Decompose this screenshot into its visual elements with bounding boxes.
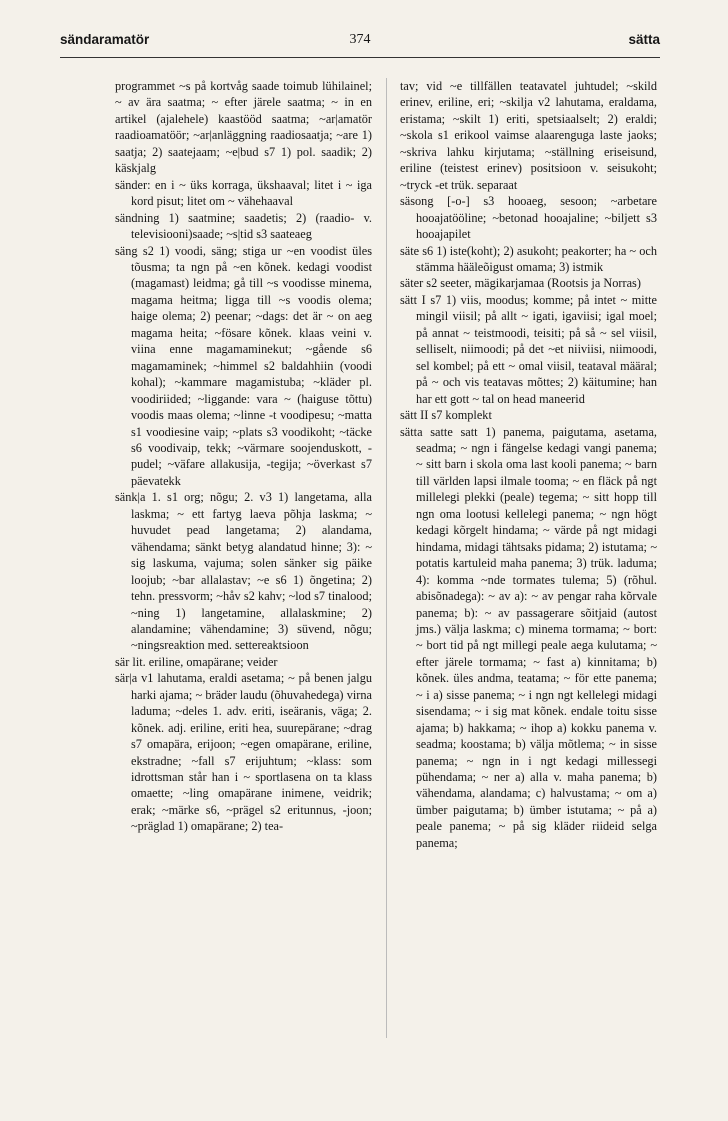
entry-sar: sär lit. eriline, omapärane; veider — [115, 654, 278, 669]
column-divider — [386, 78, 387, 1038]
entry-sasong: säsong [-o-] s3 hooaeg, sesoon; ~arbetare hooajatööline; ~betonad hooajaline; ~biljett s3 hooajapilet — [400, 194, 657, 242]
entry-satta: sätta satte satt 1) panema, paigutama, asetama, seadma; ~ ngn i fängelse kedagi vangi panema; ~ sitt barn i skola oma last kooli panema; ~ barn till världen lapsi ilmale tooma; ~ en fläck på ngt millelegi plekki (peale) tegema; ~ sitt hopp till ngn oma lootusi kellelegi panema; ~ ngn högt kedagi kõrgelt hindama; ~ värde på ngt midagi hindama, midagi tähtsaks pidama; 2) istutama; ~ potatis kartuleid maha panema; 3) trük. laduma; 4): komma ~nde tormates tulema; 5) (rõhul. abisõnadega): ~ av a): ~ av pengar raha kõrvale panema; b): ~ av passagerare sõitjaid (autost jms.) välja laskma; c) minema tormama; ~ bort: ~ bort tid på ngt millegi peale aega kulutama; ~ efter järele tormama; ~ fast a) kinnitama; b) kõnek. üles andma, teatama; ~ för ette panema; ~ i a) sisse panema; ~ i ngn ngt kellelegi midagi sisendama; ~ i sig mat kõnek. endale toitu sisse ajama; b) hakkama; ~ ihop a) kokku panema v. seadma; koostama; b) välja mõtlema; ~ in sisse panema; ~ ngn in i ngt kedagi millessegi pühendama; ~ ner a) alla v. maha panema; b) vähendama, alandama; c) halvustama; ~ om a) ümber paigutama; b) ümber istutama; ~ på a) peale panema; ~ på sig kläder riideid selga panema; — [400, 424, 657, 850]
header-rule — [60, 57, 660, 58]
entry-satt-1: sätt I s7 1) viis, moodus; komme; på intet ~ mitte mingil viisil; på allt ~ igati, igaviisi; igal moel; på annat ~ teistmoodi, teisiti; på så ~ sel viisil, selliselt, niimoodi; på det ~et niiviisi, niimoodi, sel kombel; på ett ~ omal viisil, teataval määral; på ~ och vis teatavas mõttes; 2) käitumine; han har ett gott ~ tal on head maneerid — [400, 292, 657, 406]
header-guide-word-right: sätta — [628, 32, 660, 47]
entry-sang: säng s2 1) voodi, säng; stiga ur ~en voodist üles tõusma; ta ngn på ~en kõnek. kedagi voodist (magamast) leidma; gå till ~s voodisse minema, magama heitma; ligga till ~s voodis olema; haige olema; 2) peenar; ~dags: det är ~ on aeg magama heita; ~fösare kõnek. klaas veini v. viina enne magamaminekut; ~gående s6 magamaminek; ~himmel s2 baldahhiin (voodi kohal); ~kammare magamistuba; ~kläder pl. voodiriided; ~liggande: vara ~ (haiguse tõttu) voodis maas olema; ~linne -t voodipesu; ~matta s1 voodiesine vaip; ~plats s3 voodikoht; ~täcke s6 voodivaip, tekk; ~värmare soojenduskott, -pudel; ~väfare allakusija, -tegija; ~överkast s7 päevatekk — [115, 243, 372, 488]
entry-satt-2: sätt II s7 komplekt — [400, 408, 492, 423]
header-guide-word-left: sändaramatör — [60, 32, 150, 47]
entry-sara-continuation: tav; vid ~e tillfällen teatavatel juhtudel; ~skild erinev, eriline, eri; ~skilja v2 lahutama, eraldama, eristama; ~skilt 1) eriti, spetsiaalselt; 2) eraldi; ~skola s1 erikool vaimse alaarenguga laste jaoks; ~skriva lahku kirjutama; ~ställning eriseisund, eriline (teistest erinev) positsioon v. seisukoht; ~tryck -et trük. separaat — [400, 79, 657, 192]
left-column — [115, 78, 372, 835]
entry-sandning: sändning 1) saatmine; saadetis; 2) (raadio- v. televisiooni)saade; ~s|tid s3 saateaeg — [115, 210, 372, 242]
page-header — [60, 32, 660, 54]
entry-sander: sänder: en i ~ üks korraga, ükshaaval; litet i ~ iga kord pisut; litet om ~ vähehaaval — [115, 177, 372, 209]
entry-sanka: sänk|a 1. s1 org; nõgu; 2. v3 1) langetama, alla laskma; ~ ett fartyg laeva põhja laskma; ~ huvudet pead langetama; 2) alandama, vähendama; sänkt betyg alandatud hinne; 3): ~ sig laskuma, vajuma; solen sänker sig päike loojub; ~bar allalastav; ~e s6 1) õngetina; 2) tehn. pressvorm; ~håv s2 kahv; ~lod s7 tinalood; ~ning 1) langetamine, allalaskmine; 2) alandamine; vähendamine; 3) süvend, nõgu; ~ningsreaktion med. settereaktsioon — [115, 490, 372, 653]
entry-sater: säter s2 seeter, mägikarjamaa (Rootsis ja Norras) — [400, 276, 641, 291]
entry-sate: säte s6 1) iste(koht); 2) asukoht; peakorter; ha ~ och stämma hääleõigust omama; 3) istmik — [400, 243, 657, 274]
right-column — [400, 78, 657, 851]
entry-sara: sär|a v1 lahutama, eraldi asetama; ~ på benen jalgu harki ajama; ~ bräder laudu (õhuvahedega) virna laduma; ~deles 1. adv. eriti, iseäranis, väga; 2. kõnek. adj. eriline, eriti hea, suurepärane; ~drag s7 omapära, erijoon; ~egen omapärane, eriline, ekstradne; ~fall s7 erijuhtum; ~klass: som idrottsman står han i ~ sportlasena on ta klass omaette; ~ling omapärane inimene, veidrik; erak; ~märke s6, ~prägel s2 eritunnus, -joon; ~präglad 1) omapärane; 2) tea- — [115, 671, 372, 834]
page-number: 374 — [349, 32, 371, 47]
entry-programmet-continuation: programmet ~s på kortvåg saade toimub lühilainel; ~ av ära saatma; ~ efter järele saatma; ~ in en artikel (ajalehele) kaastööd saatma; ~ar|amatör raadioamatöör; ~ar|anläggning raadiosaatja; ~are 1) saatja; 2) saatejaam; ~e|bud s7 1) pol. saadik; 2) käskjalg — [115, 79, 372, 176]
